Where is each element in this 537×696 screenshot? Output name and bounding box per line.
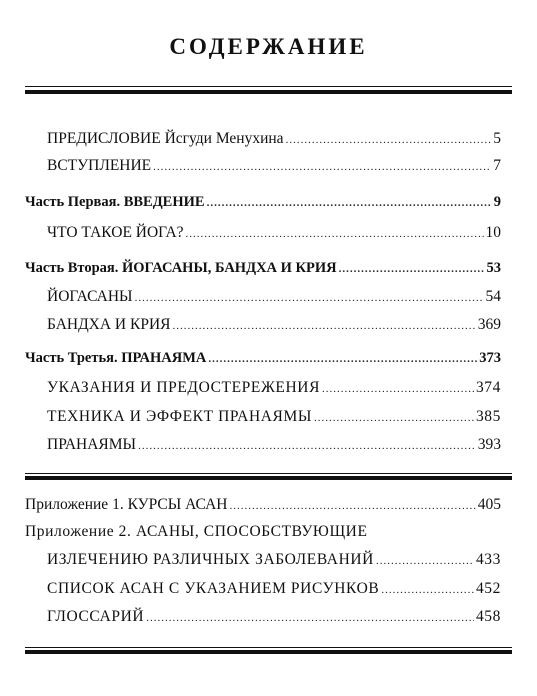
toc-entry-introduction (0, 157, 537, 179)
toc-appendix-label: Приложение 1. КУРСЫ АСАН (25, 496, 228, 513)
dot-leader (208, 353, 477, 365)
toc-entry-label: ПРЕДИСЛОВИЕ Йсгуди Менухина (47, 130, 284, 147)
toc-appendix-page: 433 (475, 551, 501, 568)
toc-entry-label: ЙОГАСАНЫ (47, 288, 133, 305)
top-rule-thick (25, 90, 512, 94)
toc-appendix-label: Приложение 2. АСАНЫ, СПОСОБСТВУЮЩИЕ (25, 523, 368, 540)
dot-leader (172, 320, 475, 332)
dot-leader (153, 161, 491, 173)
toc-appendix-label: ИЗЛЕЧЕНИЮ РАЗЛИЧНЫХ ЗАБОЛЕВАНИЙ (47, 551, 374, 568)
toc-part-label: Часть Первая. ВВЕДЕНИЕ (25, 194, 205, 210)
toc-entry-page: 374 (475, 379, 501, 396)
middle-rule-thick (25, 476, 512, 480)
toc-appendix-2-continued (0, 551, 537, 573)
toc-entry-label: УКАЗАНИЯ И ПРЕДОСТЕРЕЖЕНИЯ (47, 379, 321, 396)
toc-entry-preface (0, 130, 537, 152)
toc-entry-label: БАНДХА И КРИЯ (47, 316, 171, 333)
toc-appendix-1 (0, 496, 537, 518)
toc-entry-page: 393 (477, 436, 501, 453)
toc-part-label: Часть Третья. ПРАНАЯМА (25, 350, 207, 366)
toc-entry-warnings (0, 379, 537, 401)
toc-entry-page: 7 (493, 157, 501, 174)
page-title: СОДЕРЖАНИЕ (169, 34, 368, 59)
toc-appendix-asana-list (0, 580, 537, 602)
dot-leader (146, 612, 474, 624)
toc-part-page: 9 (493, 194, 501, 210)
toc-appendix-2 (0, 523, 537, 545)
toc-appendix-label: ГЛОССАРИЙ (47, 608, 145, 625)
dot-leader (138, 440, 476, 452)
toc-entry-label: ПРАНАЯМЫ (47, 436, 137, 453)
toc-entry-label: ТЕХНИКА И ЭФФЕКТ ПРАНАЯМЫ (47, 408, 312, 425)
dot-leader (322, 383, 474, 395)
toc-part-page: 373 (479, 350, 501, 366)
dot-leader (381, 584, 474, 596)
toc-entry-bandha-kriya (0, 316, 537, 338)
toc-entry-page: 10 (485, 224, 501, 241)
top-rule-thin (25, 86, 512, 87)
toc-entry-label: ВСТУПЛЕНИЕ (47, 157, 152, 174)
toc-entry-page: 369 (477, 316, 501, 333)
toc-entry-page: 5 (493, 130, 501, 147)
bottom-rule-thin (25, 647, 512, 648)
toc-entry-pranayamas (0, 436, 537, 458)
toc-entry-yogasanas (0, 288, 537, 310)
toc-part-label: Часть Вторая. ЙОГАСАНЫ, БАНДХА И КРИЯ (25, 260, 337, 276)
dot-leader (135, 292, 484, 304)
toc-entry-page: 385 (475, 408, 501, 425)
dot-leader (314, 412, 474, 424)
bottom-rule-thick (25, 650, 512, 654)
toc-appendix-page: 452 (475, 580, 501, 597)
dot-leader (376, 555, 474, 567)
toc-part-three (0, 350, 537, 372)
dot-leader (286, 134, 492, 146)
toc-appendix-page: 458 (475, 608, 501, 625)
toc-appendix-glossary (0, 608, 537, 630)
dot-leader (229, 500, 475, 512)
toc-appendix-label: СПИСОК АСАН С УКАЗАНИЕМ РИСУНКОВ (47, 580, 380, 597)
toc-appendix-page: 405 (477, 496, 501, 513)
toc-entry-what-is-yoga (0, 224, 537, 246)
dot-leader (207, 197, 492, 209)
toc-entry-page: 54 (485, 288, 501, 305)
toc-part-page: 53 (486, 260, 501, 276)
toc-part-one (0, 194, 537, 216)
toc-entry-label: ЧТО ТАКОЕ ЙОГА? (47, 224, 184, 241)
toc-part-two (0, 260, 537, 282)
middle-rule-thin (25, 473, 512, 474)
dot-leader (339, 263, 485, 275)
toc-entry-technique (0, 408, 537, 430)
dot-leader (186, 228, 484, 240)
